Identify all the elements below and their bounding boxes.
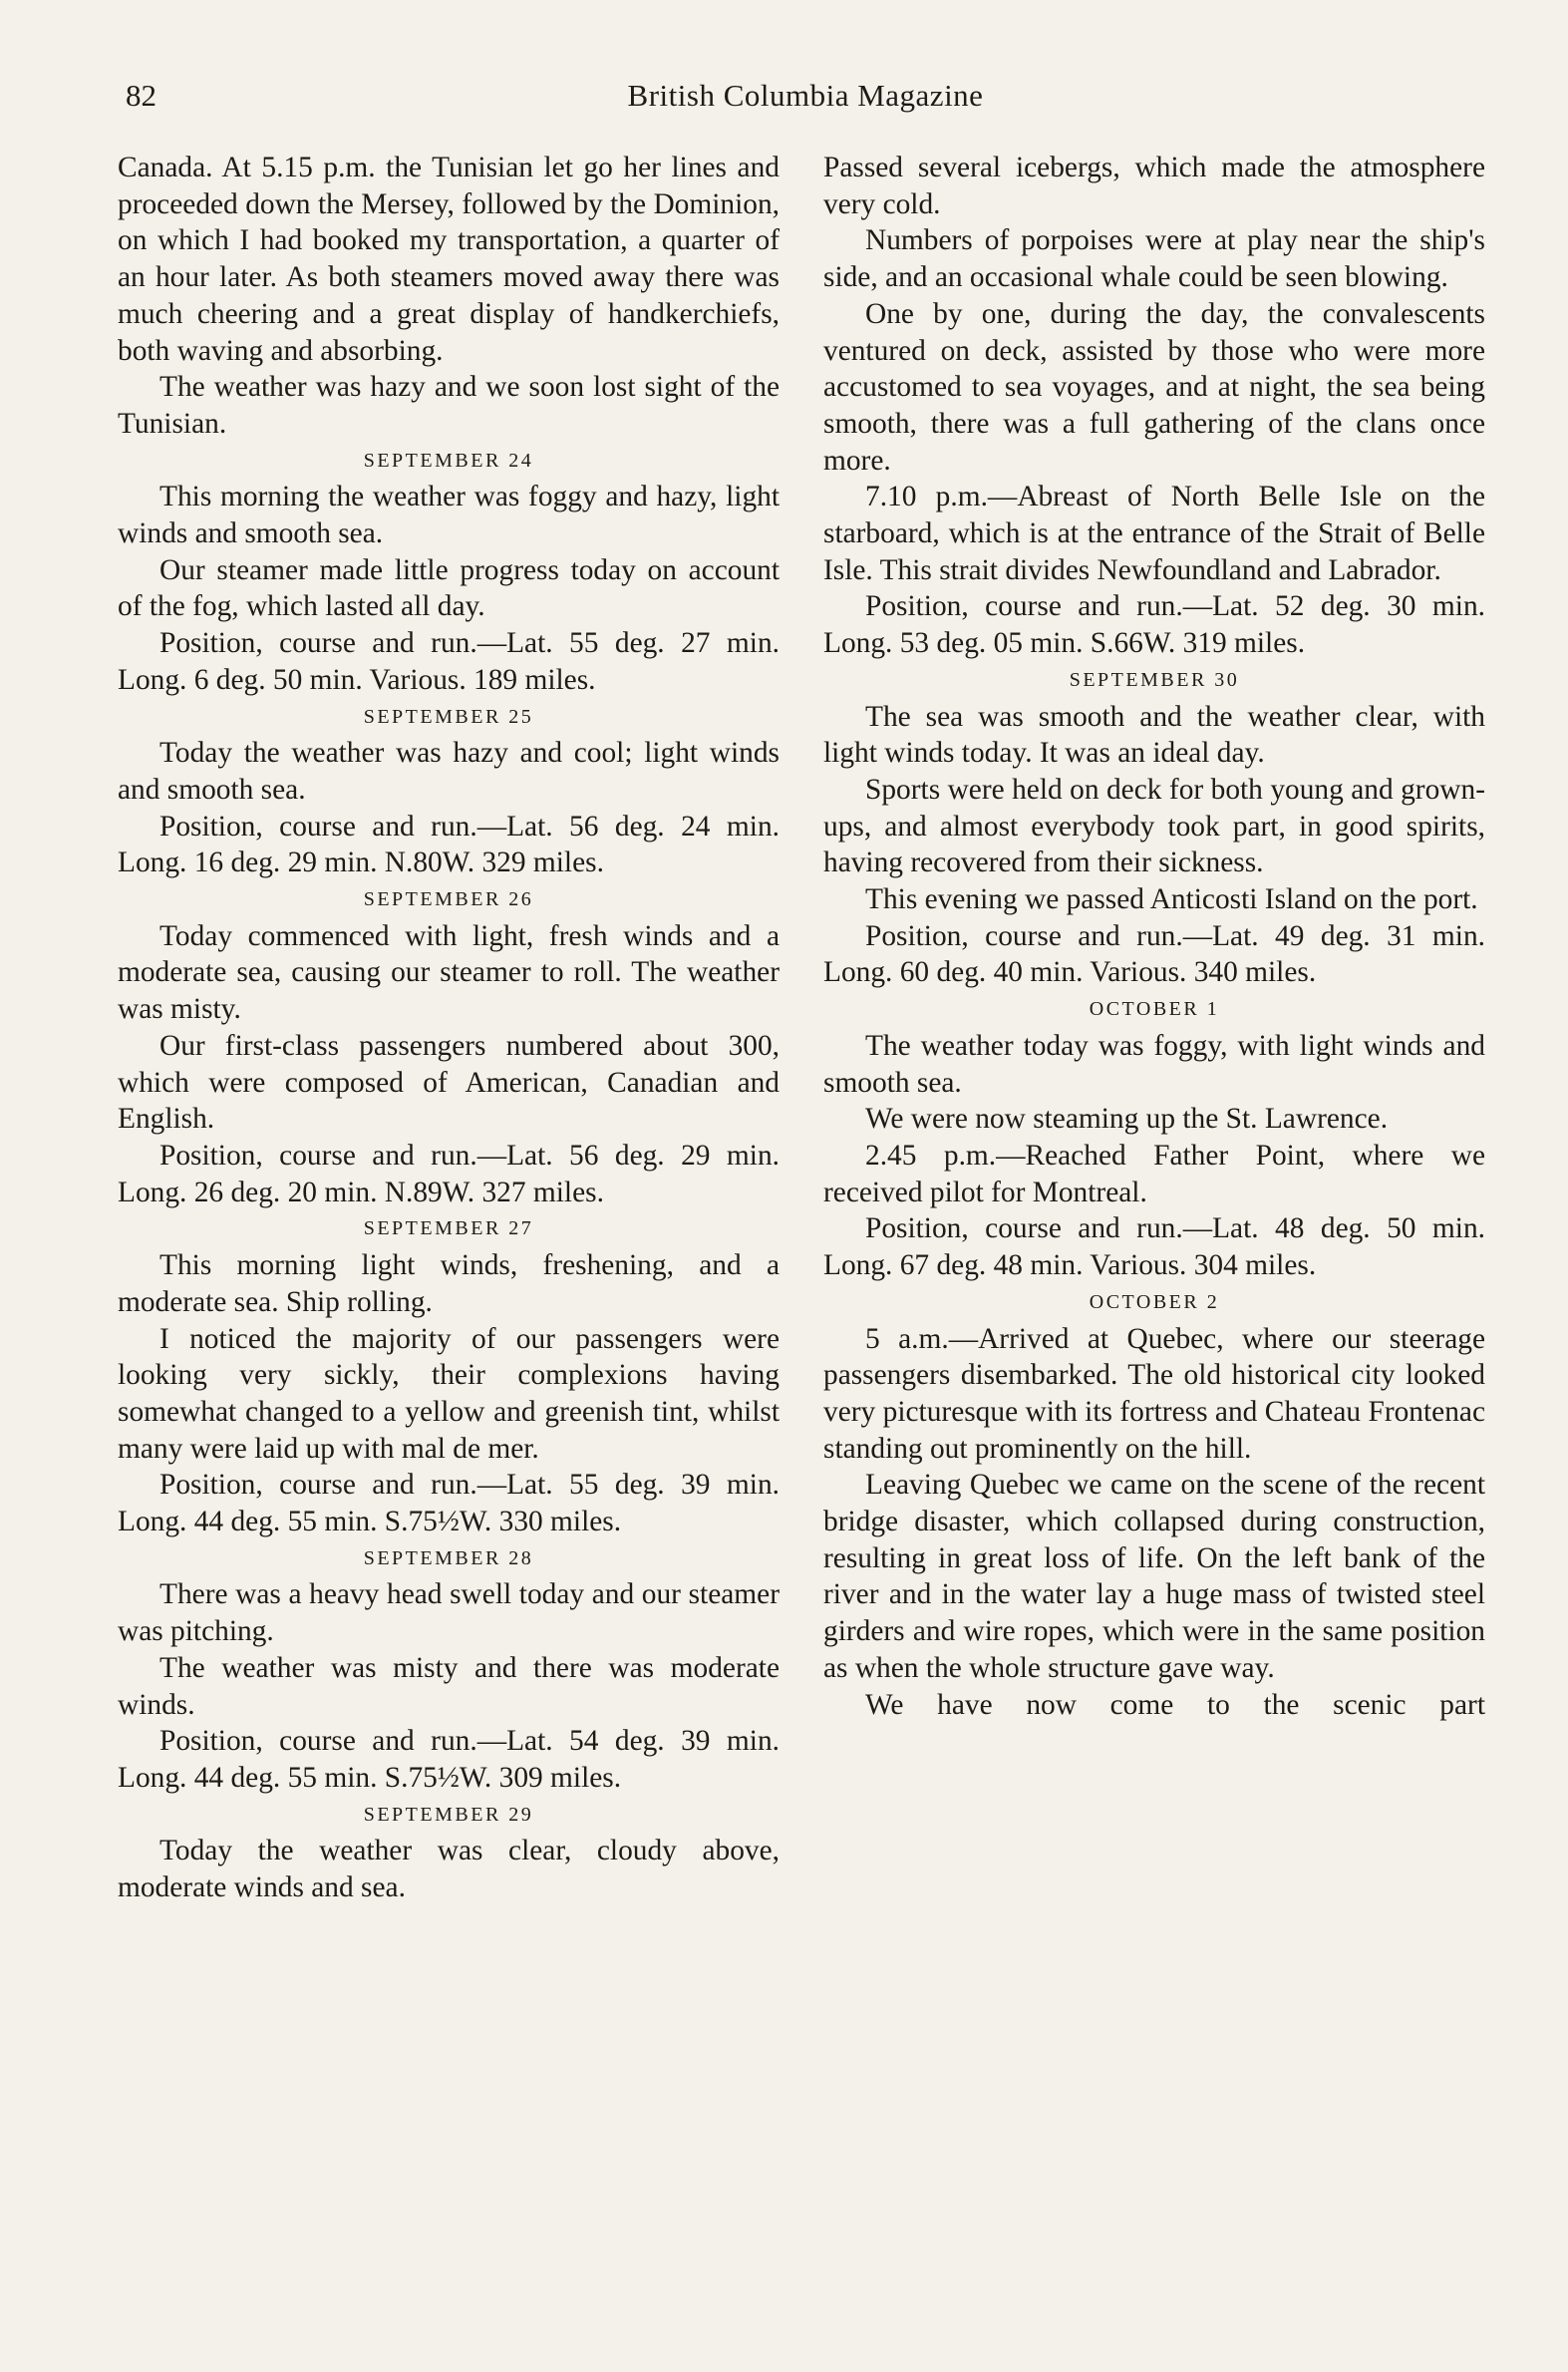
date-heading: SEPTEMBER 29 xyxy=(363,1803,534,1826)
paragraph: 5 a.m.—Arrived at Quebec, where our steerage passengers disembarked. The old historical city looked very picturesque with its fortress and Chateau Frontenac standing out prominently on the hill. xyxy=(823,1322,1485,1465)
paragraph: This morning the weather was foggy and hazy, light winds and smooth sea. xyxy=(118,481,780,550)
paragraph: Today the weather was hazy and cool; light winds and smooth sea. xyxy=(118,737,780,806)
paragraph: The weather was misty and there was moderate winds. xyxy=(118,1651,780,1721)
paragraph: We have now come to the scenic part xyxy=(865,1688,1485,1721)
date-heading: OCTOBER 1 xyxy=(1089,998,1220,1021)
paragraph: Position, course and run.—Lat. 52 deg. 30 min. Long. 53 deg. 05 min. S.66W. 319 miles. xyxy=(823,590,1485,660)
date-heading: SEPTEMBER 30 xyxy=(1069,668,1240,691)
paragraph: The sea was smooth and the weather clear, with light winds today. It was an ideal day. xyxy=(823,700,1485,770)
paragraph: Numbers of porpoises were at play near the ship's side, and an occasional whale could be seen blowing. xyxy=(823,224,1485,294)
paragraph: The weather was hazy and we soon lost sight of the Tunisian. xyxy=(118,371,780,440)
paragraph: 2.45 p.m.—Reached Father Point, where we received pilot for Montreal. xyxy=(823,1139,1485,1208)
date-heading: SEPTEMBER 27 xyxy=(363,1217,534,1240)
paragraph: Position, course and run.—Lat. 49 deg. 31 min. Long. 60 deg. 40 min. Various. 340 miles. xyxy=(823,919,1485,989)
paragraph: Sports were held on deck for both young and grown-ups, and almost everybody took part, in good spirits, having recovered from their sickness. xyxy=(823,773,1485,879)
page-header xyxy=(118,78,1493,128)
paragraph: Position, course and run.—Lat. 56 deg. 29 min. Long. 26 deg. 20 min. N.89W. 327 miles. xyxy=(118,1139,780,1208)
paragraph: This morning light winds, freshening, and a moderate sea. Ship rolling. xyxy=(118,1249,780,1318)
paragraph: Leaving Quebec we came on the scene of the recent bridge disaster, which collapsed during construction, resulting in great loss of life. On the left bank of the river and in the water lay a huge mass of twisted steel girders and wire ropes, which were in the same position as when the whole structure gave way. xyxy=(823,1469,1485,1684)
paragraph: Today the weather was clear, cloudy above, moderate winds and sea. xyxy=(118,1835,780,1904)
date-heading: OCTOBER 2 xyxy=(1089,1290,1220,1313)
paragraph: This evening we passed Anticosti Island on the port. xyxy=(865,883,1478,916)
date-heading: SEPTEMBER 28 xyxy=(363,1546,534,1569)
paragraph: The weather today was foggy, with light winds and smooth sea. xyxy=(823,1029,1485,1099)
page-number: 82 xyxy=(126,78,157,113)
right-column xyxy=(823,150,1485,1723)
date-heading: SEPTEMBER 24 xyxy=(363,449,534,472)
paragraph: I noticed the majority of our passengers were looking very sickly, their complexions having somewhat changed to a yellow and greenish tint, whilst many were laid up with mal de mer. xyxy=(118,1322,780,1465)
paragraph: Position, course and run.—Lat. 55 deg. 27 min. Long. 6 deg. 50 min. Various. 189 miles. xyxy=(118,627,780,696)
paragraph: Our steamer made little progress today on account of the fog, which lasted all day. xyxy=(118,553,780,623)
paragraph: 7.10 p.m.—Abreast of North Belle Isle on the starboard, which is at the entrance of the Strait of Belle Isle. This strait divides Newfoundland and Labrador. xyxy=(823,481,1485,586)
paragraph: There was a heavy head swell today and our steamer was pitching. xyxy=(118,1578,780,1648)
running-title: British Columbia Magazine xyxy=(627,78,984,113)
paragraph: Passed several icebergs, which made the atmosphere very cold. xyxy=(823,152,1485,220)
date-heading: SEPTEMBER 26 xyxy=(363,888,534,911)
date-heading: SEPTEMBER 25 xyxy=(363,705,534,728)
paragraph: Our first-class passengers numbered about 300, which were composed of American, Canadian and English. xyxy=(118,1029,780,1136)
paragraph: Position, course and run.—Lat. 48 deg. 50 min. Long. 67 deg. 48 min. Various. 304 miles. xyxy=(823,1212,1485,1282)
paragraph: Position, course and run.—Lat. 54 deg. 39 min. Long. 44 deg. 55 min. S.75½W. 309 miles. xyxy=(118,1725,780,1794)
paragraph: One by one, during the day, the convalescents ventured on deck, assisted by those who were more accustomed to sea voyages, and at night, the sea being smooth, there was a full gathering of the clans once more. xyxy=(823,297,1485,477)
paragraph: Position, course and run.—Lat. 55 deg. 39 min. Long. 44 deg. 55 min. S.75½W. 330 miles. xyxy=(118,1469,780,1538)
paragraph: Canada. At 5.15 p.m. the Tunisian let go her lines and proceeded down the Mersey, followed by the Dominion, on which I had booked my transportation, a quarter of an hour later. As both steamers moved away there was much cheering and a great display of handkerchiefs, both waving and absorbing. xyxy=(118,152,780,367)
paragraph: Position, course and run.—Lat. 56 deg. 24 min. Long. 16 deg. 29 min. N.80W. 329 miles. xyxy=(118,810,780,879)
paragraph: We were now steaming up the St. Lawrence. xyxy=(865,1103,1389,1136)
paragraph: Today commenced with light, fresh winds and a moderate sea, causing our steamer to roll. The weather was misty. xyxy=(118,919,780,1026)
left-column xyxy=(118,150,780,1906)
